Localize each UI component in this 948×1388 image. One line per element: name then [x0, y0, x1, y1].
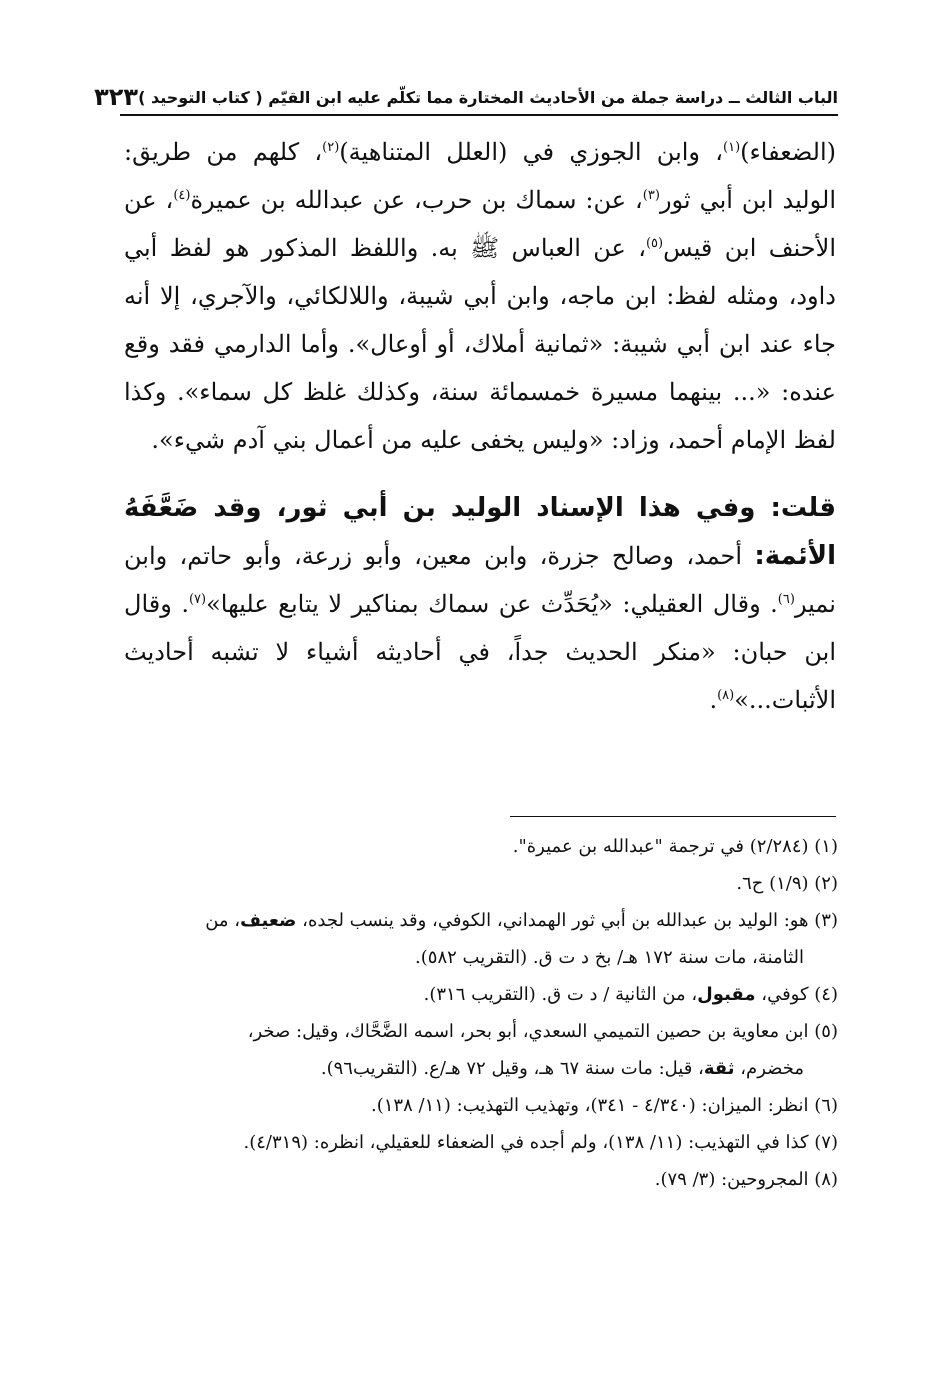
text-run: . [709, 686, 718, 714]
footnote-5-continuation [118, 1050, 838, 1087]
text-run: . وقال العقيلي: «يُحَدِّث عن سماك بمناكير لا يتابع عليها» [206, 590, 778, 618]
text-run: ، كلهم من طريق: الوليد ابن أبي ثور [124, 138, 836, 214]
footnote-text: ، قيل: مات سنة ٦٧ هـ، وقيل ٧٢ هـ/ع. (التقريب٩٦). [320, 1058, 704, 1079]
footnote-text: (٤) كوفي، [761, 984, 838, 1005]
footnote-8: (٨) المجروحين: (٣/ ٧٩). [654, 1169, 838, 1190]
footnote-ref-2: (٢) [322, 140, 340, 155]
footnote-1: (١) (٢/٢٨٤) في ترجمة "عبدالله بن عميرة". [512, 836, 838, 857]
text-run: أحمد، وصالح جزرة، وابن معين، وأبو زرعة، وأبو حاتم، وابن نمير [124, 542, 836, 618]
footnotes [118, 828, 838, 1198]
chapter-title: الباب الثالث ــ دراسة جملة من الأحاديث المختارة مما تكلّم عليه ابن القيّم ( كتاب التوحيد ) [138, 87, 838, 107]
footnote-ref-3: (٣) [642, 188, 660, 203]
grade-acceptable: مقبول [697, 984, 756, 1005]
footnote-7: (٧) كذا في التهذيب: (١١/ ١٣٨)، ولم أجده في الضعفاء للعقيلي، انظره: (٤/٣١٩). [243, 1132, 838, 1153]
footnote-6: (٦) انظر: الميزان: (٤/٣٤٠ - ٣٤١)، وتهذيب التهذيب: (١١/ ١٣٨). [371, 1095, 838, 1116]
footnote-ref-6: (٦) [777, 592, 795, 607]
footnote-ref-4: (٤) [173, 188, 191, 203]
footnote-ref-1: (١) [723, 140, 741, 155]
footnote-separator [510, 816, 836, 817]
footnote-text: مخضرم، [740, 1058, 804, 1079]
grade-trustworthy: ثقة [703, 1058, 735, 1079]
text-run: (الضعفاء) [740, 138, 836, 166]
footnote-3-continuation: الثامنة، مات سنة ١٧٢ هـ/ بخ د ت ق. (التقريب ٥٨٢). [415, 947, 804, 968]
text-run: . وقال ابن حبان: «منكر الحديث جداً، في أحاديثه أشياء لا تشبه أحاديث الأثبات...» [124, 590, 836, 714]
footnote-3 [118, 902, 838, 939]
text-run: ، عن: سماك بن حرب، عن عبدالله بن عميرة [190, 186, 643, 214]
grade-weak: ضعيف [240, 910, 297, 931]
text-run: ، وابن الجوزي في (العلل المتناهية) [339, 138, 724, 166]
footnote-ref-7: (٧) [188, 592, 207, 607]
paragraph-lead: قلت: وفي هذا الإسناد الوليد بن أبي ثور، وقد ضَعَّفَهُ الأئمة: [124, 493, 836, 571]
footnote-text: ، من [205, 910, 241, 931]
footnote-ref-5: (٥) [645, 236, 664, 251]
paragraph-1 [124, 128, 836, 464]
page-number: ٣٢٣ [94, 83, 139, 111]
page-header [94, 80, 838, 116]
footnote-4 [118, 976, 838, 1013]
footnote-text: ، من الثانية / د ت ق. (التقريب ٣١٦). [423, 984, 698, 1005]
footnote-5: (٥) ابن معاوية بن حصين التميمي السعدي، أبو بحر، اسمه الضَّحَّاك، وقيل: صخر، [247, 1021, 838, 1042]
text-run: ، عن العباس ﷺ به. واللفظ المذكور هو لفظ أبي داود، ومثله لفظ: ابن ماجه، وابن أبي شيبة، واللالكائي، والآجري، إلا أنه جاء عند ابن أبي شيبة: «ثمانية أملاك، أو أوعال». وأما الدارمي فقد وقع عنده: «... بينهما مسيرة خمسمائة سنة، وكذلك غلظ كل سماء». وكذا لفظ الإمام أحمد، وزاد: «وليس يخفى عليه من أعمال بني آدم شيء». [124, 234, 836, 454]
footnote-2: (٢) (١/٩) ح٦. [736, 873, 838, 894]
paragraph-2 [124, 484, 836, 724]
main-text [124, 128, 836, 724]
footnote-text: (٣) هو: الوليد بن عبدالله بن أبي ثور الهمداني، الكوفي، وقد ينسب لجده، [302, 910, 838, 931]
text-run: ، عن الأحنف ابن قيس [124, 186, 836, 262]
footnote-ref-8: (٨) [717, 688, 735, 703]
